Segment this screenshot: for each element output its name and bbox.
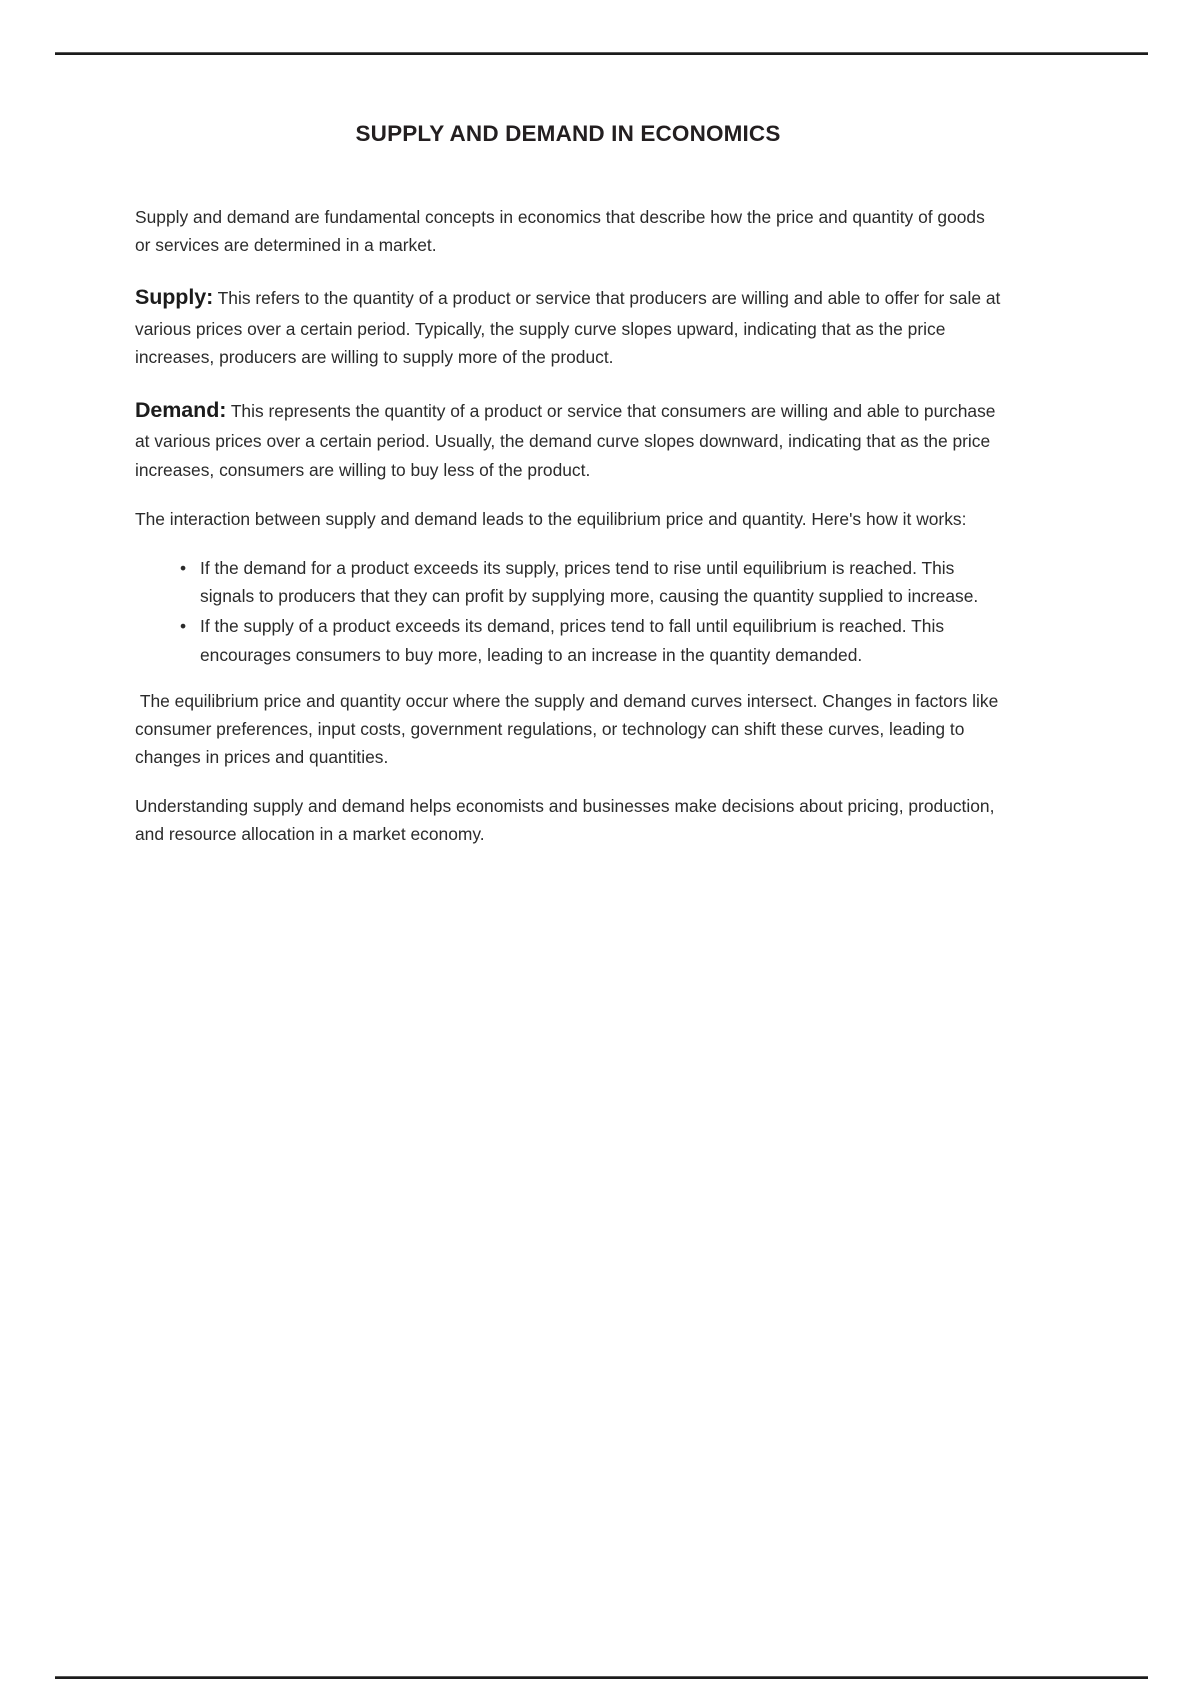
equilibrium-paragraph: The equilibrium price and quantity occur where the supply and demand curves intersect. Changes in factors like consumer preferences, input costs, government regulations, or technology can shift these curves, leading to changes in prices and quantities.: [135, 690, 1004, 768]
demand-text: This represents the quantity of a product or service that consumers are willing and able to purchase at various prices over a certain period. Usually, the demand curve slopes downward, indicating that as the price increases, consumers are willing to buy less of the product.: [135, 400, 1001, 480]
list-item: [135, 554, 1001, 610]
supply-text: This refers to the quantity of a product or service that producers are willing and able to offer for sale at various prices over a certain period. Typically, the supply curve slopes upward, indicating that as the price increases, producers are willing to supply more of the product.: [135, 288, 1006, 368]
bullet-icon: •: [180, 616, 187, 637]
intro-paragraph: Supply and demand are fundamental concepts in economics that describe how the price and quantity of goods or services are determined in a market.: [135, 207, 990, 256]
demand-label: Demand:: [135, 397, 227, 422]
conclusion-paragraph: Understanding supply and demand helps economists and businesses make decisions about pricing, production, and resource allocation in a market economy.: [135, 796, 1000, 845]
supply-paragraph: [135, 280, 1006, 371]
list-item-text: If the supply of a product exceeds its demand, prices tend to fall until equilibrium is reached. This encourages consumers to buy more, leading to an increase in the quantity demanded.: [200, 616, 945, 665]
document-body: [135, 120, 1006, 870]
supply-label: Supply:: [135, 285, 214, 310]
mechanism-bullet-list: [135, 554, 1001, 669]
list-item: [135, 612, 1001, 668]
demand-paragraph: [135, 393, 1001, 484]
page-title: SUPPLY AND DEMAND IN ECONOMICS: [355, 121, 781, 146]
bullet-icon: •: [180, 557, 187, 578]
footer-divider-rule: [55, 1676, 1148, 1679]
header-divider-rule: [55, 52, 1148, 55]
interaction-paragraph: The interaction between supply and demand leads to the equilibrium price and quantity. Here's how it works:: [135, 508, 967, 529]
list-item-text: If the demand for a product exceeds its supply, prices tend to rise until equilibrium is reached. This signals to producers that they can profit by supplying more, causing the quantity supplied to increase.: [200, 557, 979, 607]
